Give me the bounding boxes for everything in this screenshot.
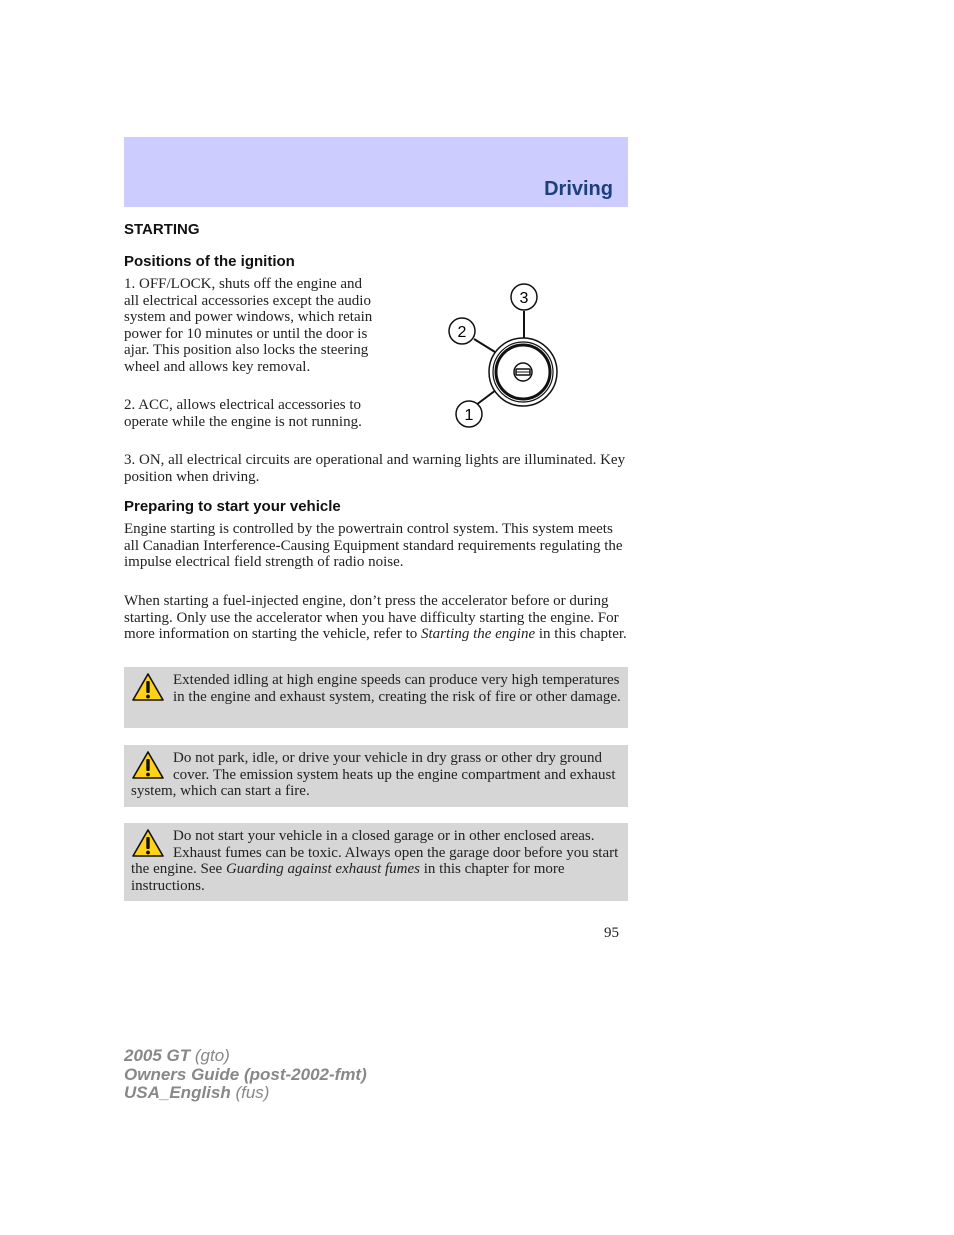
page-number: 95: [604, 925, 619, 941]
warning-box-garage: [124, 823, 628, 901]
position-1-marker: [456, 401, 482, 427]
ignition-positions-diagram: [445, 280, 575, 430]
starting-heading: STARTING: [124, 221, 200, 238]
warning-text-dry-grass: Do not park, idle, or drive your vehicle in dry grass or other dry ground cover. The emission system heats up the engine compartment and exhaust system, which can start a fire.: [131, 750, 616, 799]
footer-line-1: 2005 GT (gto): [124, 1046, 230, 1065]
position-2-marker: [449, 318, 475, 344]
exhaust-fumes-reference: Guarding against exhaust fumes: [225, 861, 420, 877]
section-header-band: [124, 137, 628, 207]
warning-triangle-icon: [131, 750, 165, 780]
warning-box-dry-grass: [124, 745, 628, 807]
positions-heading: Positions of the ignition: [124, 253, 295, 270]
footer-line-2: Owners Guide (post-2002-fmt): [124, 1064, 367, 1084]
position-1-label: 1: [464, 407, 474, 424]
position-2-label: 2: [457, 324, 467, 341]
position-3-label: 3: [519, 290, 529, 307]
warning-triangle-icon: [131, 672, 165, 702]
section-title: Driving: [544, 178, 613, 200]
preparing-paragraph-1: Engine starting is controlled by the powertrain control system. This system meets all Canadian Interference-Causing Equipment standard requirements regulating the impulse electrical field strength of radio noise.: [124, 521, 623, 570]
warning-box-idling: [124, 667, 628, 728]
document-footer: [124, 1047, 367, 1103]
warning-triangle-icon: [131, 828, 165, 858]
warning-text-idling: Extended idling at high engine speeds can produce very high temperatures in the engine and exhaust system, creating the risk of fire or other damage.: [173, 672, 621, 705]
position-3-marker: [511, 284, 537, 310]
position-3-text: 3. ON, all electrical circuits are operational and warning lights are illuminated. Key position when driving.: [124, 452, 626, 485]
preparing-paragraph-2: When starting a fuel-injected engine, don’t press the accelerator before or during starting. Only use the accelerator when you have difficulty starting the engine. For more information on starting the vehicle, refer to Starting the engine in this chapter.: [124, 593, 627, 642]
position-2-text: 2. ACC, allows electrical accessories to operate while the engine is not running.: [124, 397, 362, 430]
warning-text-garage: Do not start your vehicle in a closed garage or in other enclosed areas. Exhaust fumes can be toxic. Always open the garage door before you start the engine. See Guarding against exhaust fumes in this chapter for more instructions.: [131, 828, 619, 894]
starting-the-engine-reference: Starting the engine: [420, 626, 536, 642]
ignition-key-icon: [514, 363, 532, 381]
preparing-heading: Preparing to start your vehicle: [124, 498, 341, 515]
position-1-text: 1. OFF/LOCK, shuts off the engine and all electrical accessories except the audio system and power windows, which retain power for 10 minutes or until the door is ajar. This position also locks the steering wheel and allows key removal.: [124, 276, 373, 375]
footer-line-3: USA_English (fus): [124, 1083, 270, 1102]
